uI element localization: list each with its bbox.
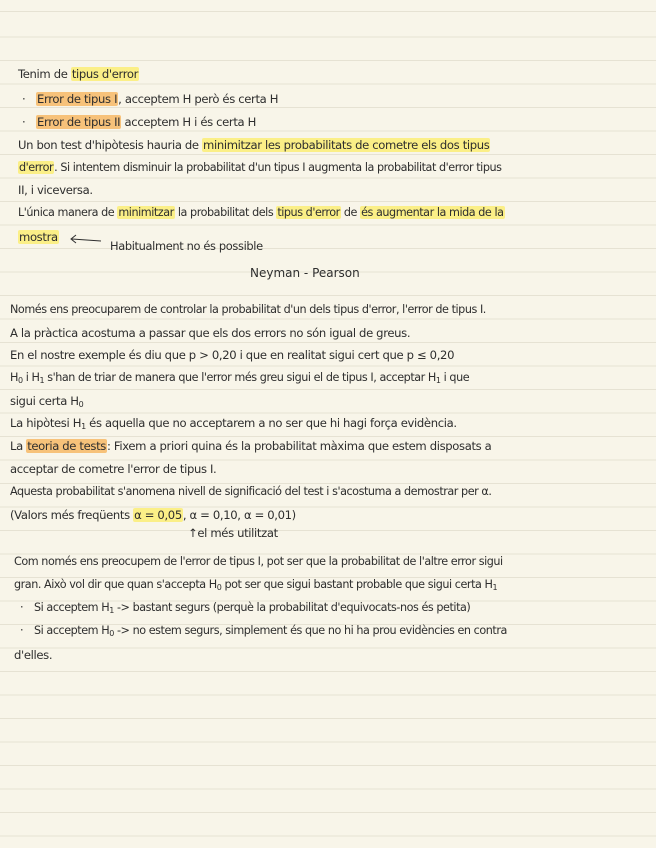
intro-line xyxy=(18,66,139,82)
paragraph-line xyxy=(14,577,497,596)
text: pot ser que sigui bastant probable que sigui certa H xyxy=(221,578,493,591)
paragraph-line: Aquesta probabilitat s'anomena nivell de significació del test i s'acostuma a demostrar per α. xyxy=(10,485,492,498)
bullet-icon: · xyxy=(20,624,24,637)
subscript: 0 xyxy=(109,629,114,638)
highlight-minimitzar: minimitzar les probabilitats de cometre els dos tipus xyxy=(203,138,490,152)
paragraph-line xyxy=(18,229,59,245)
bullet-icon: · xyxy=(20,601,24,614)
highlight-tipus-error: tipus d'error xyxy=(71,67,139,81)
section-heading: Neyman - Pearson xyxy=(250,266,360,280)
paragraph-line: II, i viceversa. xyxy=(18,183,93,197)
highlight-tipus-error-2: tipus d'error xyxy=(277,206,340,219)
text: La xyxy=(10,439,27,453)
paragraph-line: Només ens preocuparem de controlar la probabilitat d'un dels tipus d'error, l'error de tipus I. xyxy=(10,303,486,316)
text: (Valors més freqüents xyxy=(10,508,134,522)
text: Un bon test d'hipòtesis hauria de xyxy=(18,138,203,152)
bullet-acceptem-h1 xyxy=(20,600,470,619)
text: gran. Això vol dir que quan s'accepta H xyxy=(14,578,217,591)
bullet-text: acceptem H i és certa H xyxy=(121,115,257,129)
text: -> bastant segurs (perquè la probabilitat d'equivocats-nos és petita) xyxy=(113,601,471,614)
side-note: Habitualment no és possible xyxy=(110,239,263,253)
paragraph-line: En el nostre exemple és diu que p > 0,20 i que en realitat sigui cert que p ≤ 0,20 xyxy=(10,348,455,362)
bullet-icon: · xyxy=(22,92,26,106)
highlight-derror: d'error xyxy=(19,161,54,174)
paragraph-line: A la pràctica acostuma a passar que els dos errors no són igual de greus. xyxy=(10,326,411,340)
arrow-left-icon xyxy=(68,234,102,244)
subscript: 1 xyxy=(435,376,441,385)
paragraph-line xyxy=(10,370,469,389)
text: de xyxy=(340,206,361,219)
bullet-error-tipus-2 xyxy=(22,114,256,130)
highlight-error-tipus-2: Error de tipus II xyxy=(37,115,121,129)
bullet-error-tipus-1 xyxy=(22,91,278,107)
highlight-augmentar-mida: és augmentar la mida de la xyxy=(361,206,504,219)
subscript: 1 xyxy=(109,606,114,615)
highlight-error-tipus-1: Error de tipus I xyxy=(37,92,118,106)
intro-text: Tenim de xyxy=(18,67,71,81)
paragraph-line xyxy=(18,160,502,176)
text: . Si intentem disminuir la probabilitat d'un tipus I augmenta la probabilitat d'error tipus xyxy=(54,161,502,174)
highlight-mostra: mostra xyxy=(19,230,58,244)
paragraph-line xyxy=(10,393,83,413)
text: La hipòtesi H xyxy=(10,416,82,430)
subscript: 0 xyxy=(78,400,84,409)
text: i H xyxy=(22,371,40,384)
subscript: 1 xyxy=(39,376,45,385)
paragraph-line xyxy=(10,507,296,523)
subscript: 0 xyxy=(216,583,222,592)
subscript: 1 xyxy=(81,422,86,431)
highlight-alpha-005: α = 0,05 xyxy=(134,508,182,522)
bullet-icon: · xyxy=(22,115,26,129)
text: Si acceptem H xyxy=(34,601,110,614)
text: la probabilitat dels xyxy=(174,206,277,219)
paragraph-line xyxy=(18,205,505,221)
text: -> no estem segurs, simplement és que no hi ha prou evidències en contra xyxy=(113,624,507,637)
text: Si acceptem H xyxy=(34,624,110,637)
paragraph-line: acceptar de cometre l'error de tipus I. xyxy=(10,462,217,476)
paragraph-line xyxy=(10,415,457,435)
subscript: 1 xyxy=(492,583,498,592)
paragraph-line: d'elles. xyxy=(14,648,53,662)
text: sigui certa H xyxy=(10,394,79,408)
annotation-note: ↑el més utilitzat xyxy=(188,526,278,540)
paragraph-line xyxy=(18,137,490,153)
text: : Fixem a priori quina és la probabilitat màxima que estem disposats a xyxy=(107,439,492,453)
highlight-teoria-tests: teoria de tests xyxy=(27,439,106,453)
text: L'única manera de xyxy=(18,206,118,219)
bullet-acceptem-h0 xyxy=(20,623,507,642)
subscript: 0 xyxy=(17,376,23,385)
bullet-text: , acceptem H però és certa H xyxy=(118,92,279,106)
highlight-minimitzar-2: minimitzar xyxy=(118,206,174,219)
paragraph-line: Com només ens preocupem de l'error de tipus I, pot ser que la probabilitat de l'altre error sigui xyxy=(14,555,503,568)
text: , α = 0,10, α = 0,01) xyxy=(182,508,296,522)
paragraph-line xyxy=(10,438,491,454)
text: i que xyxy=(440,371,470,384)
text: és aquella que no acceptarem a no ser que hi hagi força evidència. xyxy=(85,416,457,430)
text: H xyxy=(10,371,18,384)
text: s'han de triar de manera que l'error més greu sigui el de tipus I, acceptar H xyxy=(44,371,436,384)
